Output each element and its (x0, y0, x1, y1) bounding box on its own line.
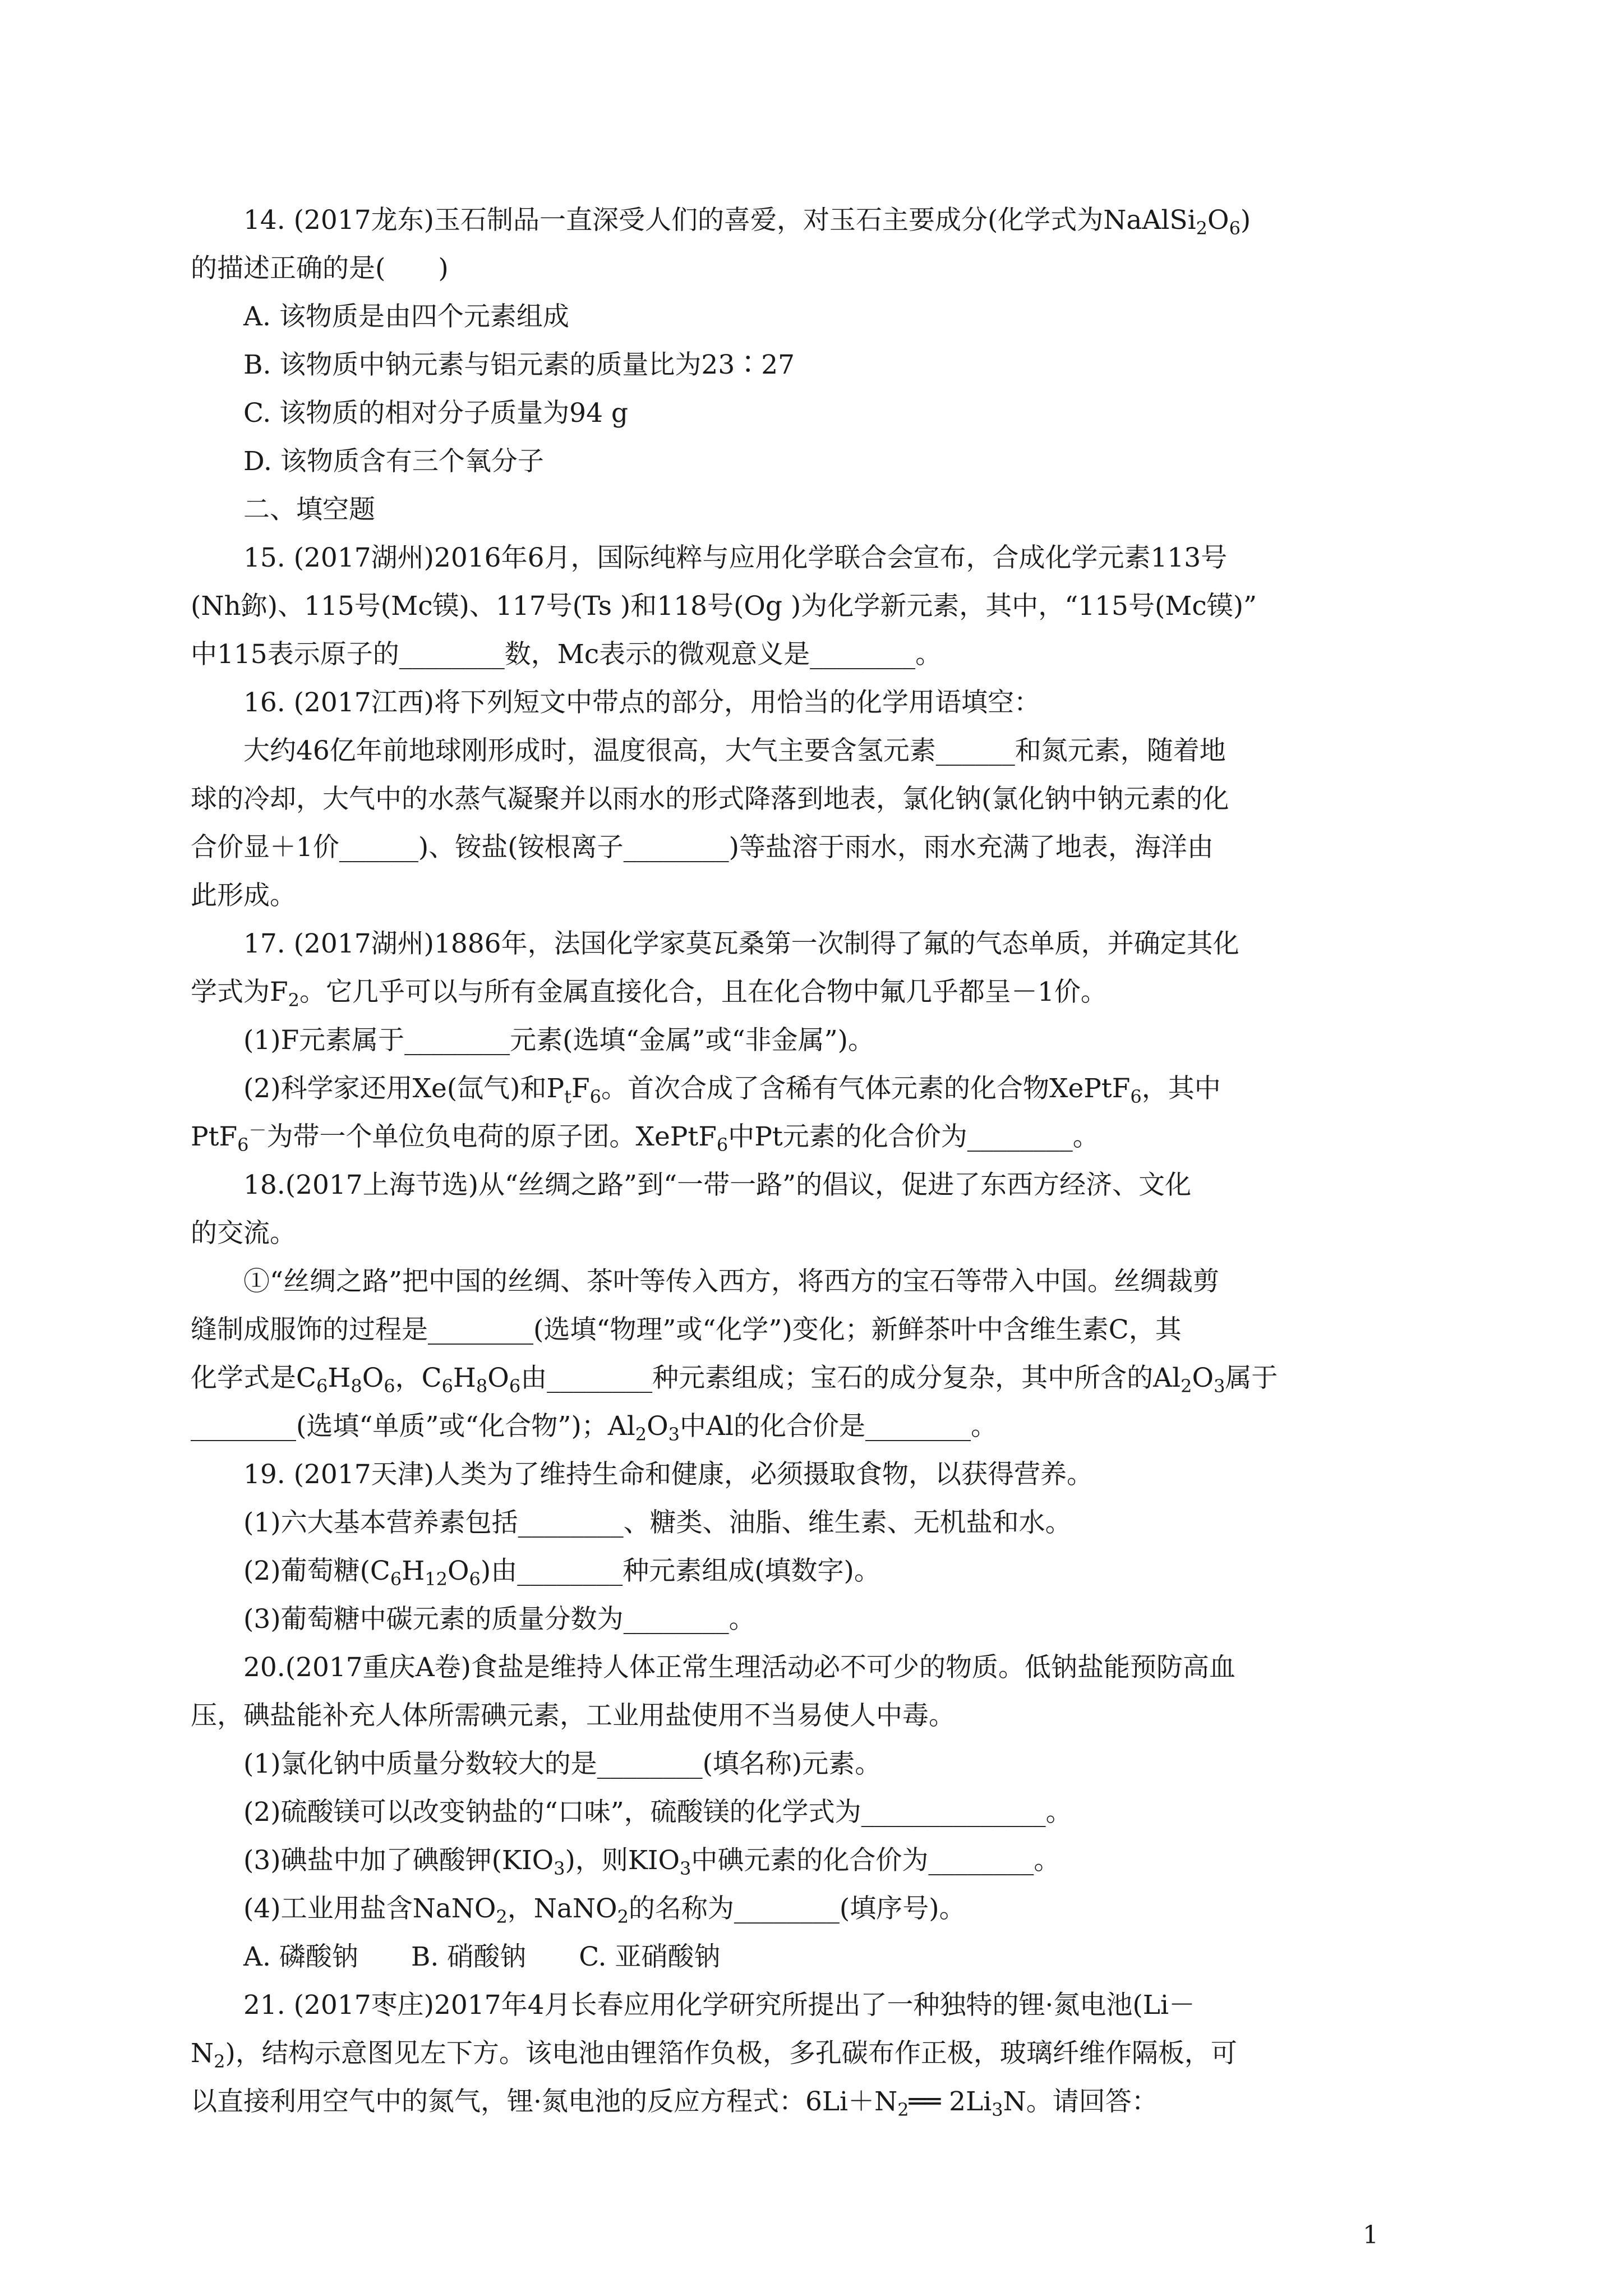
q17-part2-cont: PtF$_6$－为带一个单位负电荷的原子团。XePtF$_6$中Pt元素的化合价为________。 (191, 1120, 1099, 1156)
q17-line2: 学式为$F_2$。它几乎可以与所有金属直接化合，且在化合物中氟几乎都呈－1价。 (191, 977, 1107, 1011)
q20-options: A. 磷酸钠 B. 硝酸钠 C. 亚硝酸钠 (243, 1941, 721, 1972)
q16-line5: 此形成。 (191, 880, 296, 911)
q20-part3: (3)碘盐中加了碘酸钾$(KIO_3)$，则$KIO_3$中碘元素的化合价为________。 (243, 1845, 1061, 1879)
section-heading: 二、填空题 (243, 494, 375, 525)
q16-line4: 合价显＋1价______)、铵盐(铵根离子________)等盐溶于雨水，雨水充满了地表，海洋由 (191, 832, 1214, 863)
q18-line5: 化学式是$C_6H_8O_6$，$C_6H_8O_6$由________种元素组成；宝石的成分复杂，其中所含的$Al_2O_3$属于 (191, 1363, 1278, 1397)
q20-line2: 压，碘盐能补充人体所需碘元素，工业用盐使用不当易使人中毒。 (191, 1700, 955, 1731)
q18-line4: 缝制成服饰的过程是________(选填“物理”或“化学”)变化；新鲜茶叶中含维生素C，其 (191, 1314, 1182, 1345)
q20-line1: 20.(2017重庆A卷)食盐是维持人体正常生理活动必不可少的物质。低钠盐能预防高血 (243, 1652, 1235, 1683)
q14-option-a: A. 该物质是由四个元素组成 (243, 301, 569, 332)
q15-line3: 中115表示原子的________数，Mc表示的微观意义是________。 (191, 639, 942, 670)
q16-line2: 大约46亿年前地球刚形成时，温度很高，大气主要含氢元素______和氮元素，随着地 (243, 735, 1226, 766)
q17-part2: (2)科学家还用Xe(氙气)和$P_tF_6$。首次合成了含稀有气体元素的化合物XePtF$_6$，其中 (243, 1073, 1221, 1107)
q21-line2: $N_2$)，结构示意图见左下方。该电池由锂箔作负极，多孔碳布作正极，玻璃纤维作隔板，可 (191, 2038, 1237, 2072)
q18-line3: ①“丝绸之路”把中国的丝绸、茶叶等传入西方，将西方的宝石等带入中国。丝绸裁剪 (243, 1266, 1220, 1297)
q16-line3: 球的冷却，大气中的水蒸气凝聚并以雨水的形式降落到地表，氯化钠(氯化钠中钠元素的化 (191, 784, 1229, 815)
question-content (191, 196, 1441, 2126)
q20-part1: (1)氯化钠中质量分数较大的是________(填名称)元素。 (243, 1749, 882, 1779)
q15-line1: 15. (2017湖州)2016年6月，国际纯粹与应用化学联合会宣布，合成化学元素113号 (243, 542, 1228, 573)
q19-part3: (3)葡萄糖中碳元素的质量分数为________。 (243, 1604, 755, 1635)
q18-line2: 的交流。 (191, 1218, 296, 1249)
q15-line2: (Nh鉨)、115号(Mc镆)、117号(Ts )和118号(Og )为化学新元素，其中，“115号(Mc镆)” (191, 591, 1257, 622)
q14-line1: 14. (2017龙东)玉石制品一直深受人们的喜爱，对玉石主要成分(化学式为$NaAlSi_2O_6$) (243, 205, 1251, 239)
page-number: 1 (1363, 2221, 1378, 2249)
q14-option-c: C. 该物质的相对分子质量为94 g (243, 398, 628, 429)
q14-option-b: B. 该物质中钠元素与铝元素的质量比为23∶27 (243, 349, 795, 380)
q19-line1: 19. (2017天津)人类为了维持生命和健康，必须摄取食物，以获得营养。 (243, 1459, 1093, 1490)
q14-option-d: D. 该物质含有三个氧分子 (243, 446, 544, 477)
q20-part2: (2)硫酸镁可以改变钠盐的“口味”，硫酸镁的化学式为______________。 (243, 1797, 1072, 1828)
q19-part2: (2)葡萄糖$(C_6H_{12}O_6)$由________种元素组成(填数字)。 (243, 1556, 880, 1590)
q21-line1: 21. (2017枣庄)2017年4月长春应用化学研究所提出了一种独特的锂·氮电池(Li－ (243, 1990, 1196, 2021)
q18-line6: ________(选填“单质”或“化合物”)；$Al_2O_3$中Al的化合价是________。 (191, 1411, 998, 1445)
q21-line3: 以直接利用空气中的氮气，锂·氮电池的反应方程式：$6Li+N_2══$ $2Li_3N$。请回答： (191, 2086, 1158, 2120)
q20-part4: (4)工业用盐含NaNO$_2$，NaNO$_2$的名称为________(填序号)。 (243, 1893, 966, 1927)
q14-line2: 的描述正确的是( ) (191, 253, 449, 284)
q17-part1: (1)F元素属于________元素(选填“金属”或“非金属”)。 (243, 1025, 874, 1056)
q18-line1: 18.(2017上海节选)从“丝绸之路”到“一带一路”的倡议，促进了东西方经济、文化 (243, 1170, 1192, 1200)
q16-line1: 16. (2017江西)将下列短文中带点的部分，用恰当的化学用语填空： (243, 687, 1040, 718)
q17-line1: 17. (2017湖州)1886年，法国化学家莫瓦桑第一次制得了氟的气态单质，并确定其化 (243, 928, 1239, 959)
q19-part1: (1)六大基本营养素包括________、糖类、油脂、维生素、无机盐和水。 (243, 1507, 1072, 1538)
